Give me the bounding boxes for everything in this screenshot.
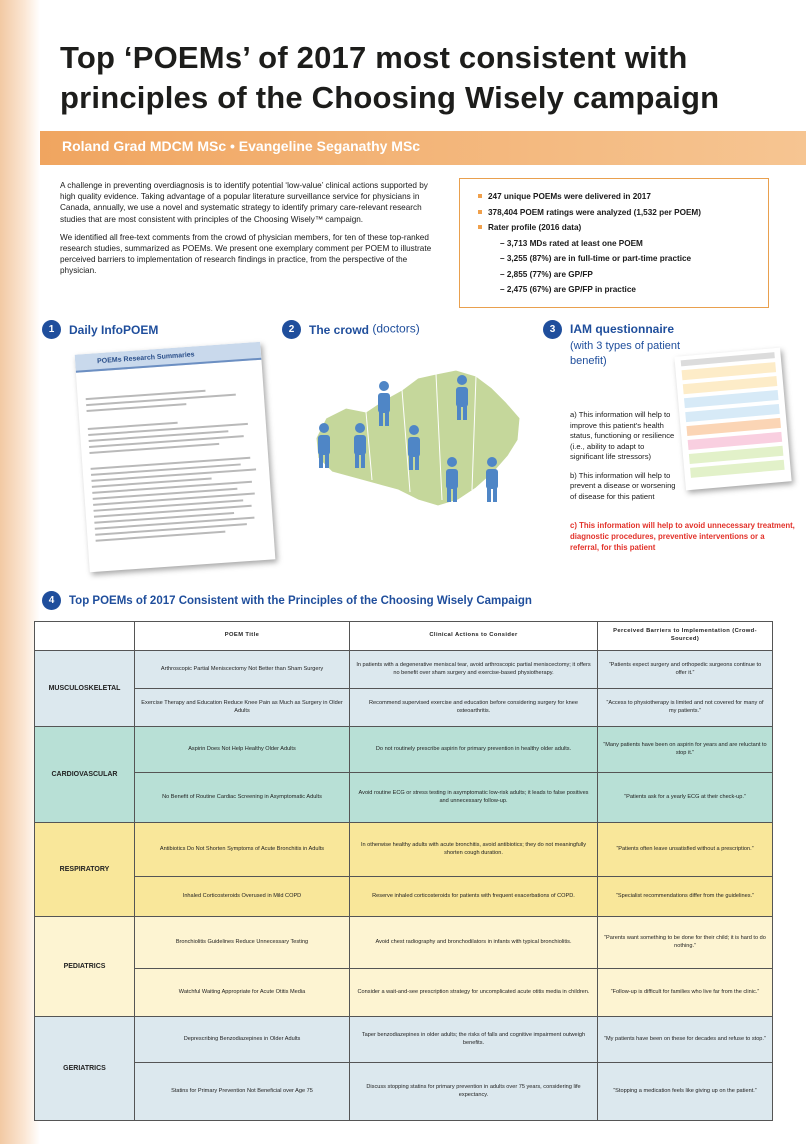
section-2-sublabel: (doctors): [372, 321, 420, 336]
category-cardiovascular: CARDIOVASCULAR: [35, 727, 135, 823]
poster-title: Top ‘POEMs’ of 2017 most consistent with principles of the Choosing Wisely campaign: [60, 40, 720, 115]
section-4-label: Top POEMs of 2017 Consistent with the Principles of the Choosing Wisely Campaign: [69, 594, 532, 607]
iam-questionnaire-image: [674, 348, 791, 491]
table-row: [35, 823, 773, 877]
section-3-heading: [543, 320, 693, 369]
intro-paragraph-2: We identified all free-text comments from the crowd of physician members, for ten of these top-ranked research studies, summarized as POEMs. We present one exemplary comment per POEM to illustrate perceived barriers to implementation of research findings in practice, from the perspective of the physician.: [60, 232, 432, 276]
section-number-2: 2: [282, 320, 301, 339]
poem-title-cell: Aspirin Does Not Help Healthy Older Adults: [135, 727, 350, 773]
stat-gpfp-practice: – 2,475 (67%) are GP/FP in practice: [500, 285, 636, 294]
barrier-cell: “Patients often leave unsatisfied without a prescription.”: [598, 823, 773, 877]
infopoem-document-image: [75, 342, 276, 572]
action-cell: In otherwise healthy adults with acute bronchitis, avoid antibiotics; they do not meaningfully shorten cough duration.: [350, 823, 598, 877]
poem-title-cell: Watchful Waiting Appropriate for Acute Otitis Media: [135, 969, 350, 1017]
iam-benefit-c: c) This information will help to avoid unnecessary treatment, diagnostic procedures, preventive interventions or a referral, for this patient: [570, 521, 795, 552]
table-row: [35, 917, 773, 969]
barrier-cell: “Many patients have been on aspirin for years and are reluctant to stop it.”: [598, 727, 773, 773]
table-row: [35, 727, 773, 773]
iam-benefit-b: b) This information will help to prevent a disease or worsening of disease for this patient: [570, 470, 676, 501]
intro-paragraph-1: A challenge in preventing overdiagnosis is to identify potential ‘low-value’ clinical actions supported by high quality evidence. Taking advantage of a popular literature surveillance service for physicians in Canada, annually, we use a novel and systematic strategy to identify primary care-relevant research studies that are most consistent with principles of the Choosing Wisely™ campaign.: [60, 181, 428, 224]
table-header-actions: Clinical Actions to Consider: [350, 622, 598, 651]
section-2-heading: [282, 320, 420, 339]
table-row: [35, 969, 773, 1017]
authors-banner: [40, 131, 806, 165]
table-row: [35, 877, 773, 917]
doctor-icon-7: [486, 457, 498, 502]
category-pediatrics: PEDIATRICS: [35, 917, 135, 1017]
barrier-cell: “Access to physiotherapy is limited and not covered for many of my patients.”: [598, 689, 773, 727]
action-cell: Discuss stopping statins for primary prevention in adults over 75 years, considering life expectancy.: [350, 1063, 598, 1121]
action-cell: Avoid chest radiography and bronchodilators in infants with typical bronchiolitis.: [350, 917, 598, 969]
table-header-empty: [35, 622, 135, 651]
barrier-cell: “My patients have been on these for decades and refuse to stop.”: [598, 1017, 773, 1063]
barrier-cell: “Stopping a medication feels like giving up on the patient.”: [598, 1063, 773, 1121]
table-row: [35, 651, 773, 689]
action-cell: Consider a wait-and-see prescription strategy for uncomplicated acute otitis media in children.: [350, 969, 598, 1017]
section-number-1: 1: [42, 320, 61, 339]
barrier-cell: “Patients expect surgery and orthopedic surgeons continue to offer it.”: [598, 651, 773, 689]
section-4-heading: [42, 591, 532, 610]
stat-rater-profile: Rater profile (2016 data): [478, 220, 758, 236]
section-1-heading: [42, 320, 158, 339]
action-cell: Avoid routine ECG or stress testing in asymptomatic low-risk adults; it leads to false positives and unnecessary follow-up.: [350, 773, 598, 823]
action-cell: Recommend supervised exercise and education before considering surgery for knee osteoarthritis.: [350, 689, 598, 727]
stat-ratings-analyzed: 378,404 POEM ratings were analyzed (1,532 per POEM): [478, 205, 758, 221]
barrier-cell: “Follow-up is difficult for families who live far from the clinic.”: [598, 969, 773, 1017]
section-3-label: IAM questionnaire: [570, 322, 675, 336]
poem-title-cell: Inhaled Corticosteroids Overused in Mild COPD: [135, 877, 350, 917]
section-2-label: The crowd: [309, 322, 370, 337]
section-number-4: 4: [42, 591, 61, 610]
category-respiratory: RESPIRATORY: [35, 823, 135, 917]
barrier-cell: “Patients ask for a yearly ECG at their check-up.”: [598, 773, 773, 823]
table-header-row: [35, 622, 773, 651]
table-row: [35, 1017, 773, 1063]
action-cell: Taper benzodiazepines in older adults; the risks of falls and cognitive impairment outweigh benefits.: [350, 1017, 598, 1063]
action-cell: Do not routinely prescribe aspirin for primary prevention in healthy older adults.: [350, 727, 598, 773]
table-header-poem-title: POEM Title: [135, 622, 350, 651]
category-geriatrics: GERIATRICS: [35, 1017, 135, 1121]
table-row: [35, 689, 773, 727]
barrier-cell: “Parents want something to be done for their child; it is hard to do nothing.”: [598, 917, 773, 969]
poem-title-cell: Arthroscopic Partial Meniscectomy Not Better than Sham Surgery: [135, 651, 350, 689]
iam-benefit-a: a) This information will help to improve this patient's health status, functioning or resilience (i.e., ability to adapt to significant life stressors): [570, 410, 675, 461]
section-number-3: 3: [543, 320, 562, 339]
table-header-barriers: Perceived Barriers to Implementation (Crowd-Sourced): [598, 622, 773, 651]
action-cell: In patients with a degenerative meniscal tear, avoid arthroscopic partial meniscectomy; it offers no benefit over sham surgery and exercise-based physiotherapy.: [350, 651, 598, 689]
document-header: POEMs Research Summaries: [75, 342, 262, 373]
stats-box: [459, 178, 769, 308]
poem-title-cell: Bronchiolitis Guidelines Reduce Unnecessary Testing: [135, 917, 350, 969]
poem-title-cell: No Benefit of Routine Cardiac Screening in Asymptomatic Adults: [135, 773, 350, 823]
poem-title-cell: Antibiotics Do Not Shorten Symptoms of Acute Bronchitis in Adults: [135, 823, 350, 877]
section-3-sublabel: (with 3 types of patient benefit): [570, 340, 681, 367]
authors-text: Roland Grad MDCM MSc • Evangeline Seganathy MSc: [62, 138, 421, 154]
stat-poems-delivered: 247 unique POEMs were delivered in 2017: [478, 189, 758, 205]
stat-in-practice: – 3,255 (87%) are in full-time or part-time practice: [500, 254, 692, 263]
section-1-label: Daily InfoPOEM: [69, 322, 159, 337]
table-row: [35, 773, 773, 823]
stat-gpfp: – 2,855 (77%) are GP/FP: [500, 269, 593, 279]
poem-title-cell: Deprescribing Benzodiazepines in Older Adults: [135, 1017, 350, 1063]
iam-benefit-list: [570, 410, 680, 510]
action-cell: Reserve inhaled corticosteroids for patients with frequent exacerbations of COPD.: [350, 877, 598, 917]
category-musculoskeletal: MUSCULOSKELETAL: [35, 651, 135, 727]
poem-title-cell: Statins for Primary Prevention Not Beneficial over Age 75: [135, 1063, 350, 1121]
poem-title-cell: Exercise Therapy and Education Reduce Knee Pain as Much as Surgery in Older Adults: [135, 689, 350, 727]
stat-mds-rated: – 3,713 MDs rated at least one POEM: [500, 238, 643, 248]
barrier-cell: “Specialist recommendations differ from the guidelines.”: [598, 877, 773, 917]
intro-text: [60, 180, 445, 284]
choosing-wisely-table: [34, 621, 773, 1121]
table-row: [35, 1063, 773, 1121]
canada-map-doctors: [306, 360, 526, 520]
